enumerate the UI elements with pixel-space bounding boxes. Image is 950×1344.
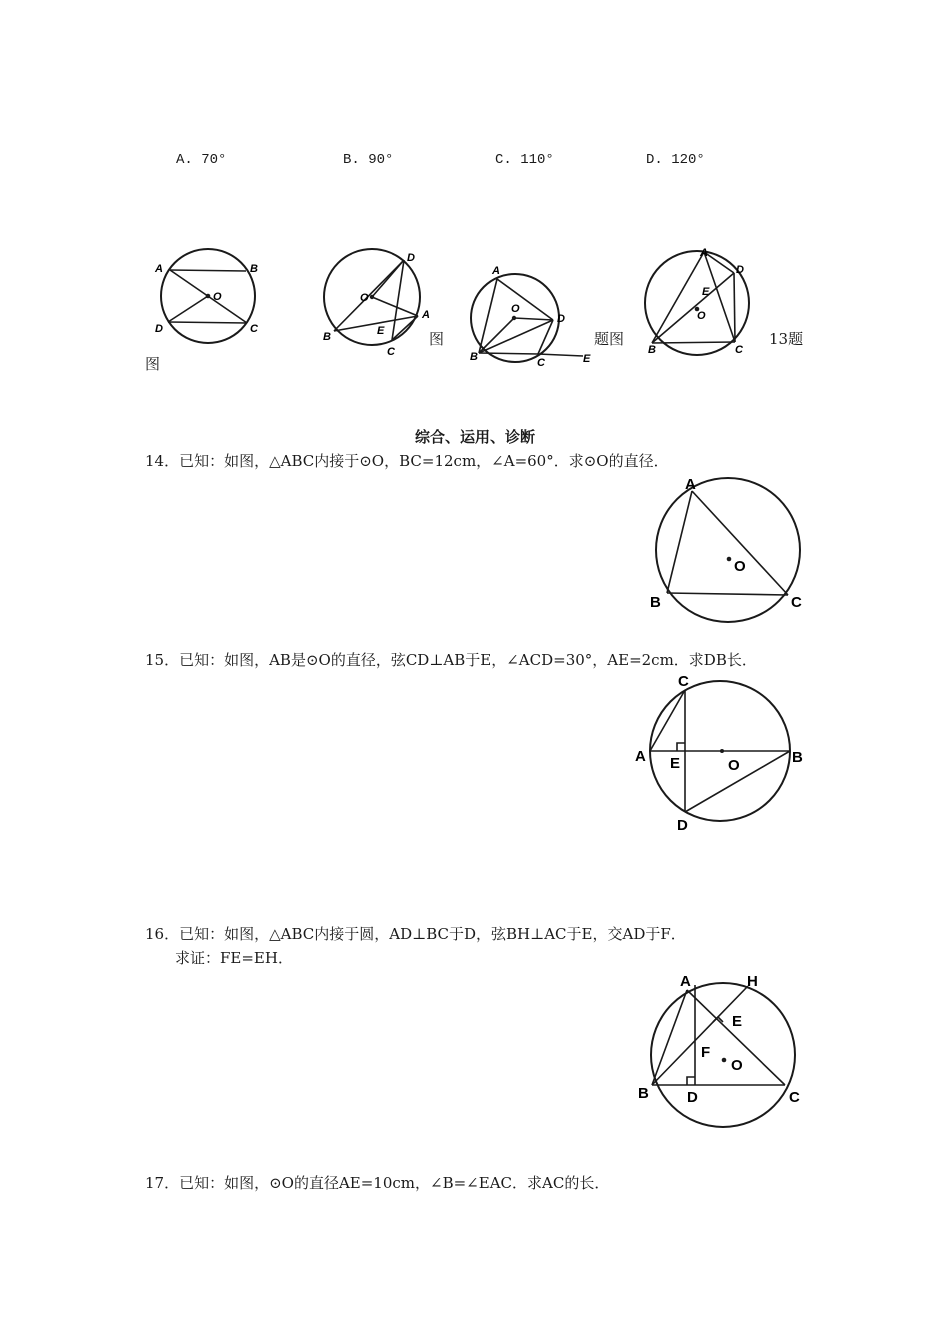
- question-17: 17．已知：如图，⊙O的直径AE=10cm，∠B=∠EAC．求AC的长．: [145, 1174, 610, 1192]
- fig2-center-dot: [370, 295, 374, 299]
- figure-1: [150, 242, 270, 352]
- fig2-line-oa: [372, 297, 418, 316]
- fig1-chord-dc: [168, 322, 247, 323]
- fig15-label-d: D: [677, 817, 688, 834]
- fig16-label-h: H: [747, 973, 758, 990]
- fig3-line-ob: [479, 318, 514, 353]
- fig16-label-b: B: [638, 1085, 649, 1102]
- fig15-right-angle: [677, 743, 685, 751]
- fig4-chord-bd: [652, 273, 734, 343]
- fig2-label-b: B: [323, 331, 331, 343]
- option-c: C. 110°: [495, 152, 554, 168]
- fig3-chord-bc: [479, 353, 538, 354]
- fig14-label-a: A: [685, 476, 696, 493]
- figure-4: [640, 245, 760, 360]
- fig3-label-c: C: [537, 357, 545, 369]
- fig16-label-o: O: [731, 1057, 743, 1074]
- fig4-chord-bc: [652, 342, 735, 343]
- fig2-label-o: O: [360, 292, 369, 304]
- fig4-label-d: D: [736, 264, 744, 276]
- fig3-center-dot: [512, 316, 516, 320]
- fig4-label-e: E: [702, 286, 710, 298]
- fig16-label-e: E: [732, 1013, 743, 1030]
- fig16-label-d: D: [687, 1089, 698, 1106]
- fig16-right-angle-d: [687, 1077, 695, 1085]
- fig15-label-a: A: [635, 748, 646, 765]
- fig14-side-ac: [692, 491, 788, 595]
- fig2-label-a: A: [422, 309, 430, 321]
- fig16-side-ab: [652, 990, 687, 1085]
- fig1-label-b: B: [250, 263, 258, 275]
- fig2-label-e: E: [377, 325, 385, 337]
- fig16-center-dot: [722, 1058, 727, 1063]
- fig16-label-a: A: [680, 973, 691, 990]
- fig3-line-ce: [538, 354, 583, 356]
- fig3-chord-bd: [479, 320, 553, 353]
- fig4-chord-dc: [734, 273, 735, 342]
- fig3-caption: 题图: [594, 330, 625, 348]
- figure-14: [645, 475, 815, 615]
- fig15-label-b: B: [792, 749, 803, 766]
- fig15-label-c: C: [678, 673, 689, 690]
- fig4-label-o: O: [697, 310, 706, 322]
- question-15: 15．已知：如图，AB是⊙O的直径，弦CD⊥AB于E，∠ACD=30°，AE=2cm．求DB长．: [145, 651, 757, 669]
- fig4-label-a: A: [700, 247, 708, 259]
- question-14: 14．已知：如图，△ABC内接于⊙O，BC=12cm，∠A=60°．求⊙O的直径．: [145, 452, 669, 470]
- fig2-label-d: D: [407, 252, 415, 264]
- fig1-center-dot: [206, 294, 211, 299]
- option-d: D. 120°: [646, 152, 705, 168]
- fig14-label-b: B: [650, 594, 661, 611]
- figure-3: [465, 262, 605, 367]
- fig3-label-d: D: [557, 313, 565, 325]
- fig1-label-a: A: [155, 263, 163, 275]
- fig1-label-d: D: [155, 323, 163, 335]
- option-a: A. 70°: [176, 152, 227, 168]
- fig2-caption: 图: [429, 330, 445, 348]
- fig4-caption: 13题: [769, 330, 804, 348]
- fig15-label-o: O: [728, 757, 740, 774]
- fig16-label-c: C: [789, 1089, 800, 1106]
- fig14-side-bc: [667, 593, 788, 595]
- fig3-line-od: [514, 318, 553, 320]
- fig3-label-b: B: [470, 351, 478, 363]
- option-b: B. 90°: [343, 152, 394, 168]
- fig4-label-c: C: [735, 344, 743, 356]
- fig14-center-dot: [727, 557, 732, 562]
- fig1-caption: 图: [145, 355, 161, 373]
- fig16-label-f: F: [701, 1044, 711, 1061]
- figure-16: [635, 968, 815, 1138]
- fig2-label-c: C: [387, 346, 395, 358]
- fig15-label-e: E: [670, 755, 681, 772]
- fig4-label-b: B: [648, 344, 656, 356]
- fig16-circle: [651, 983, 795, 1127]
- fig1-chord-ab: [170, 270, 246, 271]
- fig15-center-dot: [720, 749, 724, 753]
- fig15-line-ac: [650, 690, 685, 751]
- question-16-prove: 求证：FE=EH．: [175, 949, 293, 967]
- fig3-label-o: O: [511, 303, 520, 315]
- fig14-label-c: C: [791, 594, 802, 611]
- fig14-label-o: O: [734, 558, 746, 575]
- figure-15: [630, 670, 810, 840]
- fig3-label-a: A: [492, 265, 500, 277]
- fig1-line-do: [168, 296, 208, 322]
- fig1-label-c: C: [250, 323, 258, 335]
- figure-2: [315, 248, 435, 358]
- fig3-label-e: E: [583, 353, 591, 365]
- question-16: 16．已知：如图，△ABC内接于圆，AD⊥BC于D，弦BH⊥AC于E，交AD于F．: [145, 925, 686, 943]
- fig1-label-o: O: [213, 291, 222, 303]
- section-title: 综合、运用、诊断: [414, 428, 535, 446]
